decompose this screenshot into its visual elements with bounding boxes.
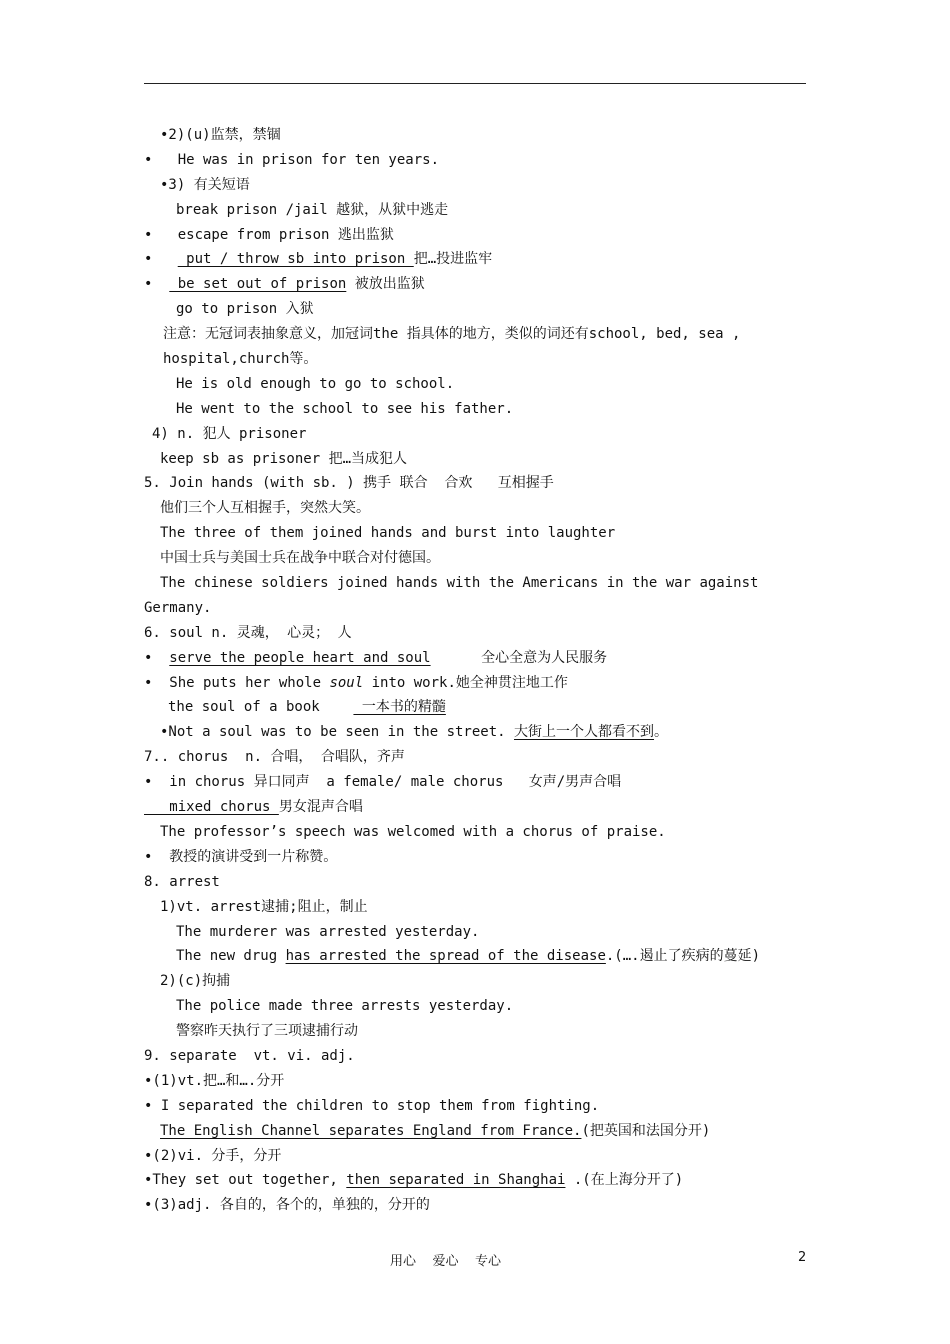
text-line [0, 944, 950, 969]
text-line [0, 447, 950, 472]
line-text: • in chorus 异口同声 a female/ male chorus 女声/男声合唱 [144, 774, 622, 791]
footer-motto: 用心 爱心 专心 [390, 1254, 502, 1269]
line-text: The chinese soldiers joined hands with the Americans in the war against [160, 575, 759, 592]
line-text: 2)(c)拘捕 [160, 973, 231, 990]
line-text: Germany. [144, 599, 212, 616]
text-line [0, 173, 950, 198]
line-text: The murderer was arrested yesterday. [176, 923, 480, 940]
text-line [0, 1044, 950, 1069]
line-text: 注意：无冠词表抽象意义，加冠词the 指具体的地方，类似的词还有school, bed, sea , [163, 326, 741, 343]
line-text: •(3)adj. 各自的，各个的，单独的，分开的 [144, 1197, 430, 1214]
line-text: • [144, 649, 170, 666]
line-text: go to prison 入狱 [176, 301, 314, 318]
line-text: 被放出监狱 [346, 276, 425, 293]
line-text: .(….遏止了疾病的蔓延) [605, 948, 761, 965]
line-text: The police made three arrests yesterday. [176, 998, 514, 1015]
text-line [0, 1094, 950, 1119]
text-line [0, 1119, 950, 1144]
text-line [0, 223, 950, 248]
text-line [0, 795, 950, 820]
line-text: break prison /jail 越狱，从狱中逃走 [176, 201, 449, 218]
text-line [0, 297, 950, 322]
text-line [0, 1144, 950, 1169]
text-line [0, 148, 950, 173]
text-line [0, 198, 950, 223]
underlined-text: has arrested the spread of the disease [285, 948, 606, 965]
line-text: 他们三个人互相握手，突然大笑。 [160, 500, 370, 517]
text-line [0, 546, 950, 571]
text-line [0, 347, 950, 372]
italic-text: soul [329, 674, 364, 691]
text-line [0, 994, 950, 1019]
line-text: 。 [654, 724, 669, 741]
underlined-text: 一本书的精髓 [353, 699, 446, 716]
line-text: • I separated the children to stop them from fighting. [144, 1097, 600, 1114]
text-line [0, 272, 950, 297]
line-text: • [144, 276, 170, 293]
text-line [0, 969, 950, 994]
line-text: He is old enough to go to school. [176, 375, 455, 392]
line-text: the soul of a book [168, 699, 354, 716]
line-text: The new drug [176, 948, 286, 965]
text-line [0, 646, 950, 671]
text-line [0, 1019, 950, 1044]
line-text: into work.她全神贯注地工作 [363, 674, 568, 691]
text-line [0, 1069, 950, 1094]
underlined-text: 大街上一个人都看不到 [514, 724, 655, 741]
line-text: hospital,church等。 [163, 351, 318, 368]
document-body [0, 123, 950, 1218]
text-line [0, 820, 950, 845]
line-text: •They set out together, [144, 1172, 347, 1189]
line-text: keep sb as prisoner 把…当成犯人 [160, 450, 408, 467]
line-text: • He was in prison for ten years. [144, 151, 440, 168]
page-footer [0, 1246, 950, 1270]
underlined-text: be set out of prison [169, 276, 347, 293]
line-text: 把…投进监牢 [413, 251, 493, 268]
underlined-text: mixed chorus [144, 799, 279, 816]
text-line [0, 596, 950, 621]
line-text: •(2)vi. 分手，分开 [144, 1147, 282, 1164]
text-line [0, 1193, 950, 1218]
line-text: 中国士兵与美国士兵在战争中联合对付德国。 [160, 550, 440, 567]
line-text: • 教授的演讲受到一片称赞。 [144, 848, 338, 865]
text-line [0, 372, 950, 397]
line-text: •Not a soul was to be seen in the street. [160, 724, 515, 741]
underlined-text: then separated in Shanghai [346, 1172, 566, 1189]
text-line [0, 397, 950, 422]
line-text: 6. soul n. 灵魂， 心灵； 人 [144, 624, 352, 641]
line-text: The three of them joined hands and burst into laughter [160, 525, 616, 542]
line-text: 全心全意为人民服务 [430, 649, 608, 666]
text-line [0, 845, 950, 870]
line-text: He went to the school to see his father. [176, 400, 514, 417]
line-text: •3) 有关短语 [160, 176, 250, 193]
text-line [0, 720, 950, 745]
text-line [0, 695, 950, 720]
text-line [0, 521, 950, 546]
text-line [0, 895, 950, 920]
text-line [0, 770, 950, 795]
underlined-text: put / throw sb into prison [177, 251, 414, 268]
text-line [0, 422, 950, 447]
line-text: • She puts her whole [144, 674, 330, 691]
text-line [0, 671, 950, 696]
text-line [0, 870, 950, 895]
header-rule [144, 83, 806, 84]
line-text: 9. separate vt. vi. adj. [144, 1047, 355, 1064]
line-text: 7.. chorus n. 合唱， 合唱队，齐声 [144, 749, 405, 766]
text-line [0, 471, 950, 496]
page-number: 2 [798, 1250, 807, 1265]
text-line [0, 322, 950, 347]
line-text: •2)(u)监禁，禁锢 [160, 127, 281, 143]
text-line [0, 621, 950, 646]
line-text: • escape from prison 逃出监狱 [144, 226, 394, 243]
text-line [0, 571, 950, 596]
line-text: • [144, 251, 178, 268]
line-text: 男女混声合唱 [278, 799, 363, 816]
text-line [0, 1168, 950, 1193]
line-text: 警察昨天执行了三项逮捕行动 [176, 1023, 358, 1040]
line-text: (把英国和法国分开) [581, 1122, 711, 1139]
underlined-text: serve the people heart and soul [169, 649, 431, 666]
text-line [0, 745, 950, 770]
text-line [0, 123, 950, 148]
line-text: 5. Join hands (with sb. ) 携手 联合 合欢 互相握手 [144, 475, 554, 492]
text-line [0, 496, 950, 521]
line-text: .(在上海分开了) [565, 1172, 684, 1189]
text-line [0, 247, 950, 272]
line-text: The professor’s speech was welcomed with a chorus of praise. [160, 823, 666, 840]
line-text: 8. arrest [144, 873, 220, 890]
underlined-text: The English Channel separates England from France. [160, 1122, 582, 1139]
line-text: •(1)vt.把…和….分开 [144, 1072, 285, 1089]
text-line [0, 920, 950, 945]
line-text: 1)vt. arrest逮捕;阻止，制止 [160, 898, 368, 915]
line-text: 4) n. 犯人 prisoner [152, 425, 307, 442]
